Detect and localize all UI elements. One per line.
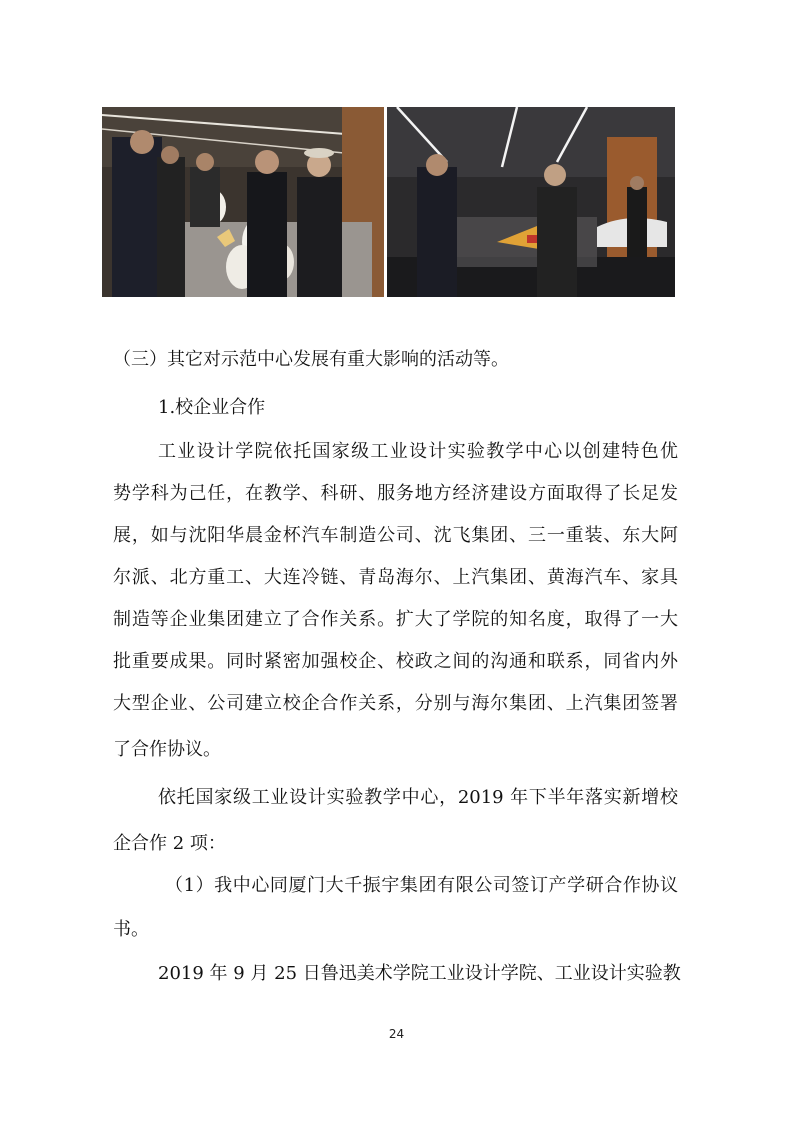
subsection-heading: 1.校企业合作 [158, 397, 266, 418]
paragraph-1-line-3: 展，如与沈阳华晨金杯汽车制造公司、沈飞集团、三一重装、东大阿 [113, 525, 678, 546]
paragraph-3-line-2: 书。 [113, 919, 149, 940]
photo-left-image-icon [102, 107, 384, 297]
paragraph-2-line-2: 企合作 2 项： [113, 833, 226, 854]
paragraph-4-line-1: 2019 年 9 月 25 日鲁迅美术学院工业设计学院、工业设计实验教 [158, 963, 681, 984]
paragraph-1-line-5: 制造等企业集团建立了合作关系。扩大了学院的知名度，取得了一大 [113, 609, 678, 630]
paragraph-1-line-4: 尔派、北方重工、大连冷链、青岛海尔、上汽集团、黄海汽车、家具 [113, 567, 678, 588]
paragraph-1-line-8: 了合作协议。 [113, 739, 221, 760]
photo-right-image-icon [387, 107, 675, 297]
photo-row [102, 107, 675, 297]
paragraph-1-line-6: 批重要成果。同时紧密加强校企、校政之间的沟通和联系，同省内外 [113, 651, 678, 672]
photo-exhibit-3d-printed-models [102, 107, 384, 297]
page-number: 24 [388, 1027, 405, 1041]
paragraph-2-line-1: 依托国家级工业设计实验教学中心，2019 年下半年落实新增校 [158, 787, 678, 808]
photo-exhibit-vehicle-models [387, 107, 675, 297]
paragraph-1-line-7: 大型企业、公司建立校企合作关系，分别与海尔集团、上汽集团签署 [113, 693, 678, 714]
section-heading: （三）其它对示范中心发展有重大影响的活动等。 [113, 349, 509, 370]
paragraph-1-line-2: 势学科为己任，在教学、科研、服务地方经济建设方面取得了长足发 [113, 483, 678, 504]
paragraph-1-line-1: 工业设计学院依托国家级工业设计实验教学中心以创建特色优 [158, 441, 678, 462]
paragraph-3-line-1: （1）我中心同厦门大千振宇集团有限公司签订产学研合作协议 [165, 875, 678, 896]
